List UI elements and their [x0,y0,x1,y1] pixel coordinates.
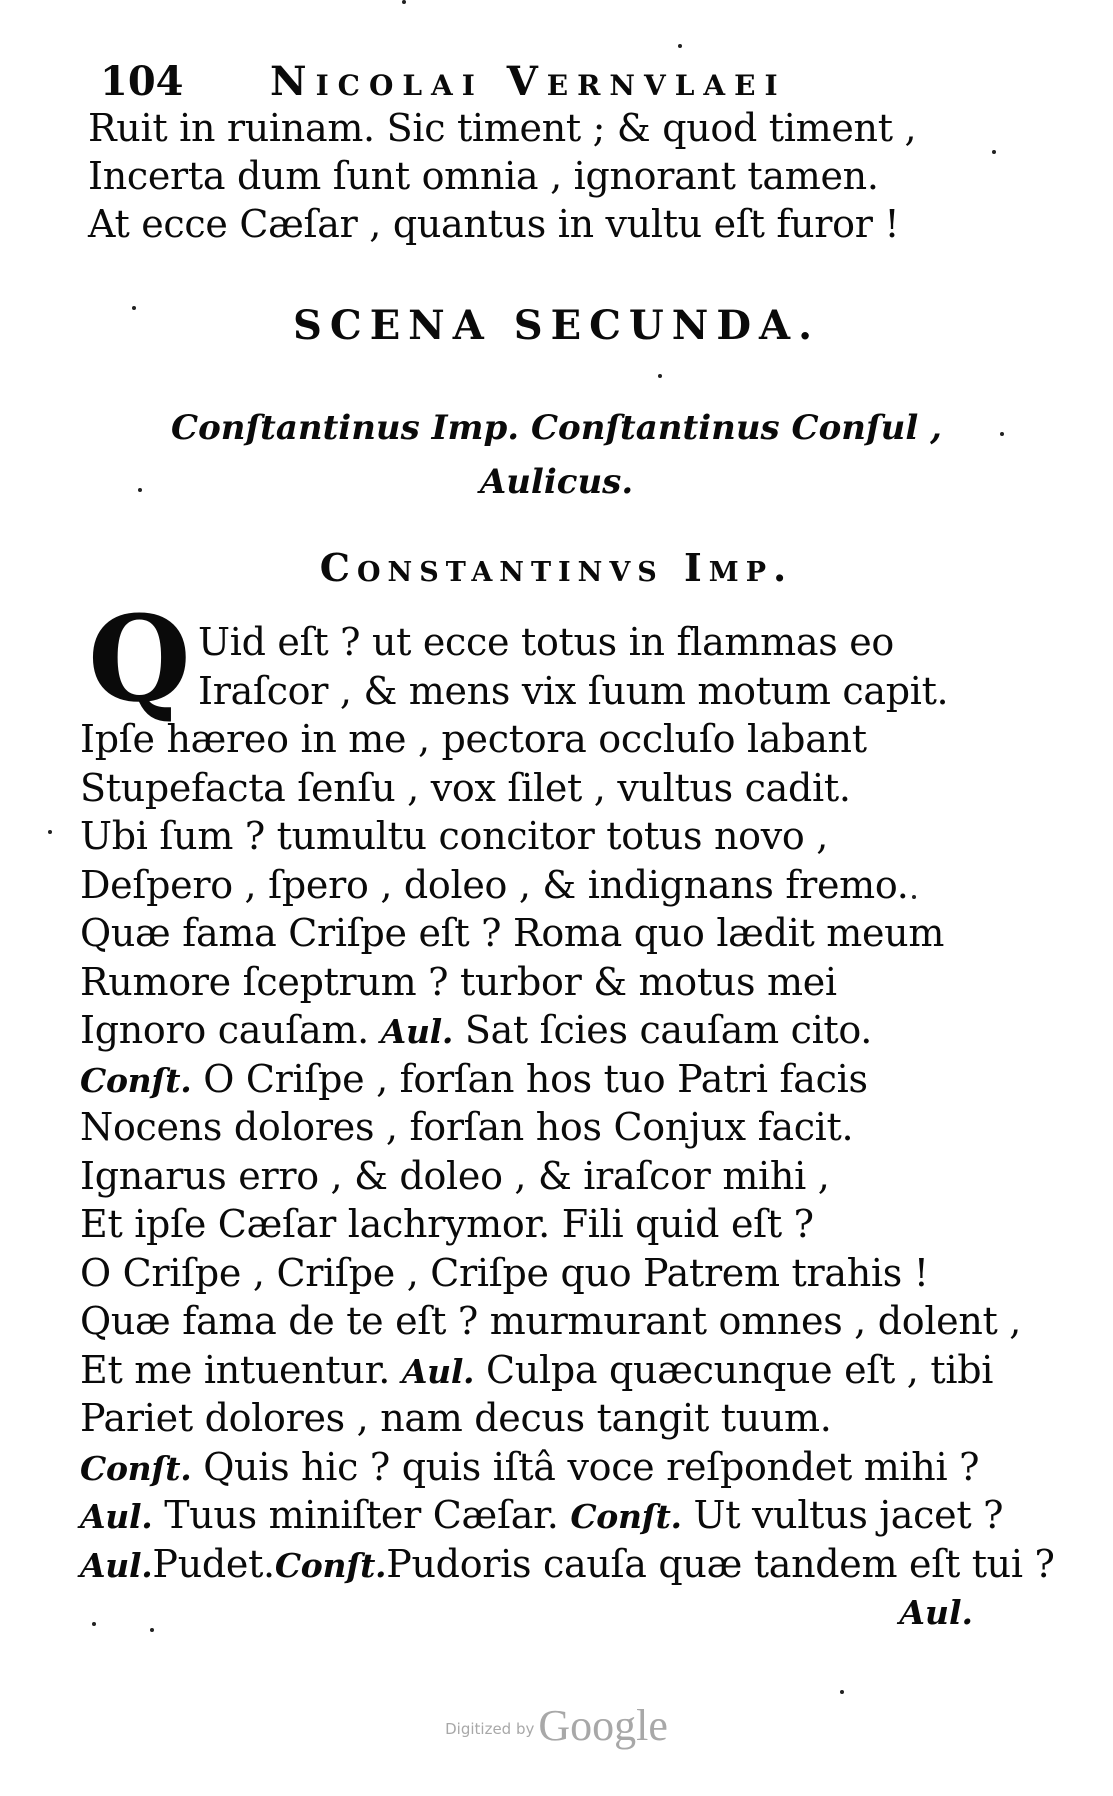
verse-text: Et me intuentur. [80,1348,391,1392]
verse-line-3: Ipſe hæreo in me , pectora occluſo labant [80,717,867,761]
cast-list-line-1: Conſtantinus Imp. Conſtantinus Conſul , [171,408,942,448]
verse-text: O Criſpe , forſan hos tuo Patri facis [203,1057,868,1101]
speaker-abbrev: Conſt. [80,1061,192,1100]
verse-text: Pudet. [152,1542,275,1586]
google-logo: Google [538,1701,668,1750]
verse-line-11: Nocens dolores , forſan hos Conjux facit. [80,1105,854,1149]
speaker-abbrev: Aul. [401,1352,475,1391]
verse-line-20 [80,1540,1055,1590]
verse-line-5: Ubi ſum ? tumultu concitor totus novo , [80,814,829,858]
watermark-prefix: Digitized by [445,1720,535,1738]
scan-speck [138,488,142,492]
opening-line-3: At ecce Cæſar , quantus in vultu eſt furor ! [88,202,900,246]
opening-line-2: Incerta dum ſunt omnia , ignorant tamen. [88,154,879,198]
verse-line-19 [80,1491,1003,1541]
verse-text: Quis hic ? quis iſtâ voce reſpondet mihi ? [203,1445,980,1489]
verse-line-17: Pariet dolores , nam decus tangit tuum. [80,1396,832,1440]
speaker-abbrev: Aul. [80,1546,153,1585]
digitized-watermark [0,1700,1113,1751]
verse-text: Ignoro cauſam. [80,1008,369,1052]
speaker-abbrev: Aul. [80,1497,153,1536]
verse-line-15: Quæ fama de te eſt ? murmurant omnes , dolent , [80,1299,1022,1343]
scan-speck [912,895,916,899]
catchword: Aul. [899,1593,973,1632]
verse-line-7: Quæ fama Criſpe eſt ? Roma quo lædit meum [80,911,945,955]
verse-text: Culpa quæcunque eſt , tibi [486,1348,994,1392]
verse-line-18 [80,1443,979,1493]
verse-line-9 [80,1006,872,1056]
drop-capital: Q [88,589,191,728]
scan-speck [678,44,682,48]
verse-line-4: Stupefacta ſenſu , vox ſilet , vultus cadit. [80,766,851,810]
verse-line-16 [80,1346,993,1396]
verse-text: Tuus miniſter Cæſar. [164,1493,559,1537]
speaker-abbrev: Aul. [380,1012,454,1051]
running-title: Nicolai Vernvlaei [270,58,787,105]
verse-line-14: O Criſpe , Criſpe , Criſpe quo Patrem trahis ! [80,1251,929,1295]
page-header [100,58,880,108]
scan-speck [150,1628,154,1632]
verse-line-6: Deſpero , ſpero , doleo , & indignans fremo. [80,863,909,907]
verse-line-1: Uid eſt ? ut ecce totus in flammas eo [198,620,895,664]
verse-line-13: Et ipſe Cæſar lachrymor. Fili quid eſt ? [80,1202,814,1246]
verse-text: Sat ſcies cauſam cito. [464,1008,873,1052]
scan-speck [658,374,662,378]
speaker-abbrev: Conſt. [274,1546,387,1585]
cast-list-line-2: Aulicus. [479,462,634,502]
scan-speck [992,150,996,154]
scan-speck [132,306,136,310]
speaker-heading: Constantinvs Imp. [319,545,794,590]
scan-speck [48,830,52,834]
scan-speck [840,1690,844,1694]
speaker-abbrev: Conſt. [80,1449,192,1488]
verse-line-2: Iraſcor , & mens vix ſuum motum capit. [198,669,949,713]
scene-title: SCENA SECUNDA. [292,302,821,349]
verse-line-10 [80,1055,868,1105]
scan-speck [402,0,406,4]
scan-speck [92,1622,96,1626]
page-number: 104 [100,58,184,105]
verse-text: Ut vultus jacet ? [693,1493,1004,1537]
verse-text: Pudoris cauſa quæ tandem eſt tui ? [386,1542,1055,1586]
speaker-abbrev: Conſt. [570,1497,682,1536]
verse-line-12: Ignarus erro , & doleo , & iraſcor mihi , [80,1154,830,1198]
opening-line-1: Ruit in ruinam. Sic timent ; & quod timent , [88,106,917,150]
verse-line-8: Rumore ſceptrum ? turbor & motus mei [80,960,837,1004]
scan-speck [1000,432,1004,436]
